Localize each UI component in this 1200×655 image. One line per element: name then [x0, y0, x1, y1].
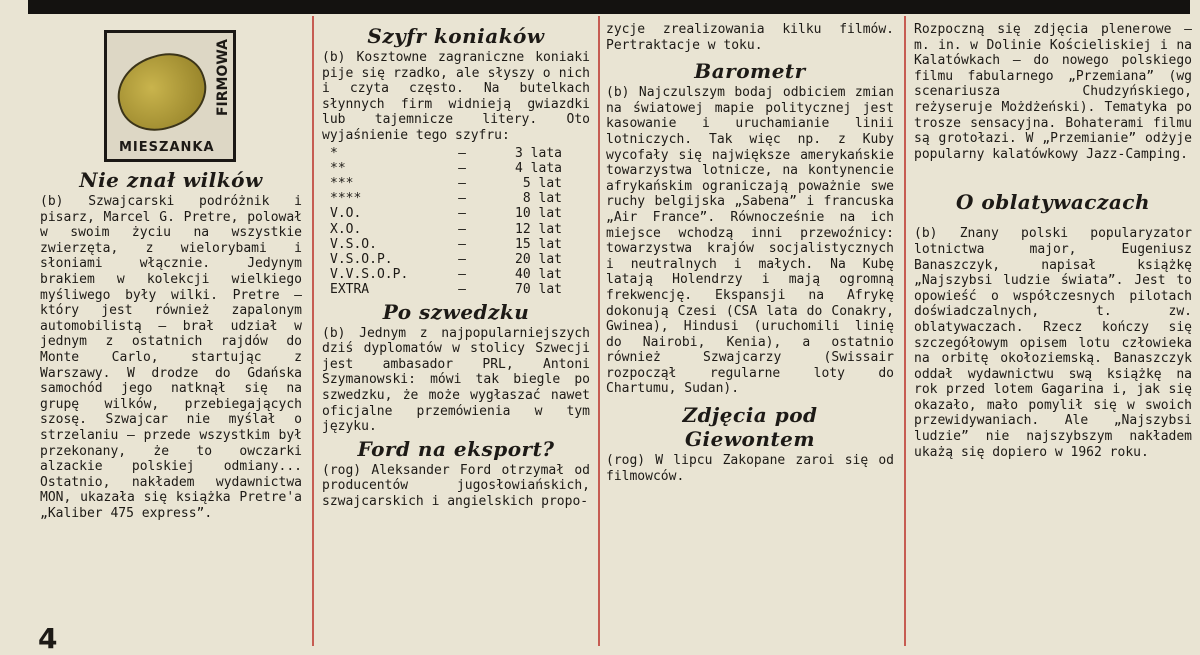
code-row: V.V.S.O.P. — 40 lat [330, 267, 562, 283]
column-3 [606, 22, 894, 647]
article-ford-na-eksport: (rog) Aleksander Ford otrzymał od producentów jugosłowiańskich, szwajcarskich i angielskich propo- [322, 462, 590, 509]
headline-nie-znal-wilkow: Nie znał wilków [79, 168, 263, 192]
code-row: X.O. — 12 lat [330, 221, 562, 237]
code-row: *** — 5 lat [330, 175, 562, 191]
column-1 [40, 22, 302, 647]
code-row: **** — 8 lat [330, 191, 562, 207]
column-rule [904, 16, 906, 646]
code-row: * — 3 lata [330, 145, 562, 161]
article-ford-continued: zycje zrealizowania kilku filmów. Pertraktacje w toku. [606, 22, 894, 53]
page-number: 4 [38, 622, 58, 655]
logo-text-mieszanka: MIESZANKA [119, 140, 215, 155]
headline-barometr: Barometr [694, 59, 806, 84]
headline-szyfr-koniakow: Szyfr koniaków [367, 24, 545, 48]
headline-o-oblatywaczach: O oblatywaczach [955, 190, 1150, 215]
headline-zdjecia-line1: Zdjęcia pod [682, 403, 818, 428]
code-row: EXTRA — 70 lat [330, 282, 562, 298]
article-szyfr-koniakow: (b) Kosztowne zagraniczne koniaki pije się rzadko, ale słyszy o nich i czyta często. Na butelkach słynnych firm widnieją gwiazdki lub tajemnicze litery. Oto wyjaśnienie tego szyfru: [322, 50, 590, 143]
mieszanka-firmowa-logo [104, 30, 236, 162]
code-row: V.S.O.P. — 20 lat [330, 251, 562, 267]
logo-text-firmowa: FIRMOWA [215, 39, 231, 117]
headline-ford-na-eksport: Ford na eksport? [357, 436, 555, 461]
article-zdjecia: (rog) W lipcu Zakopane zaroi się od filmowców. [606, 453, 894, 484]
headline-po-szwedzku: Po szwedzku [382, 299, 530, 324]
column-4 [914, 22, 1192, 647]
code-row: V.O. — 10 lat [330, 206, 562, 222]
article-po-szwedzku: (b) Jednym z najpopularniejszych dziś dyplomatów w stolicy Szwecji jest ambasador PRL, Antoni Szymanowski: mówi tak biegle po szwedzku, że może wygłaszać nawet oficjalne przemówienia w tym języku. [322, 325, 590, 435]
code-row: ** — 4 lata [330, 160, 562, 176]
article-barometr: (b) Najczulszym bodaj odbiciem zmian na światowej mapie politycznej jest kasowanie i uruchamianie linii lotniczych. Tak więc np. z Kuby wycofały się największe amerykańskie towarzystwa lotnicze, na kontynencie afrykańskim ograniczają poważnie swe ruchy belgijska „Sabena” i francuska „Air France”. Równocześnie na ich miejsce wchodzą inni przewoźnicy: towarzystwa krajów socjalistycznych i neutralnych i małych. Na Kubę latają Holendrzy i mają ogromną frekwencję. Ekspansji na Afrykę dokonują Czesi (CSA lata do Conakry, Gwinea), Hindusi (uruchomili linię do Nairobi, Kenia), a ostatnio również Szwajcarzy (Swissair rozpoczął regularne loty do Chartumu, Sudan). [606, 85, 894, 397]
article-o-oblatywaczach: (b) Znany polski popularyzator lotnictwa major, Eugeniusz Banaszczyk, napisał książkę „Najszybsi ludzie świata”. Jest to opowieść o współczesnych pilotach doświadczalnych, t. zw. oblatywaczach. Rzecz kończy się szczegółowym opisem lotu człowieka na orbitę okołoziemską. Banaszczyk oddał wydawnictwu swą książkę na rok przed lotem Gagarina i, jak się okazało, mało pomylił się w swoich przewidywaniach. Ale „Najszybsi ludzie” nie najszybszym nakładem ukażą się dopiero w 1962 roku. [914, 226, 1192, 460]
headline-zdjecia-line2: Giewontem [684, 427, 816, 452]
column-2 [322, 22, 590, 647]
article-nie-znal-wilkow: (b) Szwajcarski podróżnik i pisarz, Marcel G. Pretre, polował w swoim życiu na wszystkie zwierzęta, z wielorybami i słoniami włącznie. Jedynym brakiem w kolekcji wielkiego myśliwego były wilki. Pretre — który jest również zapalonym automobilistą — brał udział w jednym z ostatnich rajdów do Monte Carlo, startując z Warszawy. W drodze do Gdańska samochód jego natknął się na grupę wilków, przebiegających szosę. Szwajcar nie myślał o strzelaniu — przede wszystkim był przekonany, że to owczarki alzackie polskiej odmiany... Ostatnio, nakładem wydawnictwa MON, ukazała się książka Pretre'a „Kaliber 475 express”. [40, 194, 302, 521]
article-zdjecia-continued: Rozpoczną się zdjęcia plenerowe — m. in. w Dolinie Kościeliskiej i na Kalatówkach — do nowego polskiego filmu fabularnego „Przemiana” (wg scenariusza Chudzyńskiego, reżyseruje Możdżeński). Tematyka po trosze sensacyjna. Bohaterami filmu są grotołazi. W „Przemianie” odżyje popularny kalatówkowy Jazz-Camping. [914, 22, 1192, 162]
lemon-icon [108, 43, 216, 141]
column-rule [598, 16, 600, 646]
cognac-code-table [330, 146, 590, 298]
top-bar [28, 0, 1190, 14]
code-row: V.S.O. — 15 lat [330, 236, 562, 252]
column-rule [312, 16, 314, 646]
